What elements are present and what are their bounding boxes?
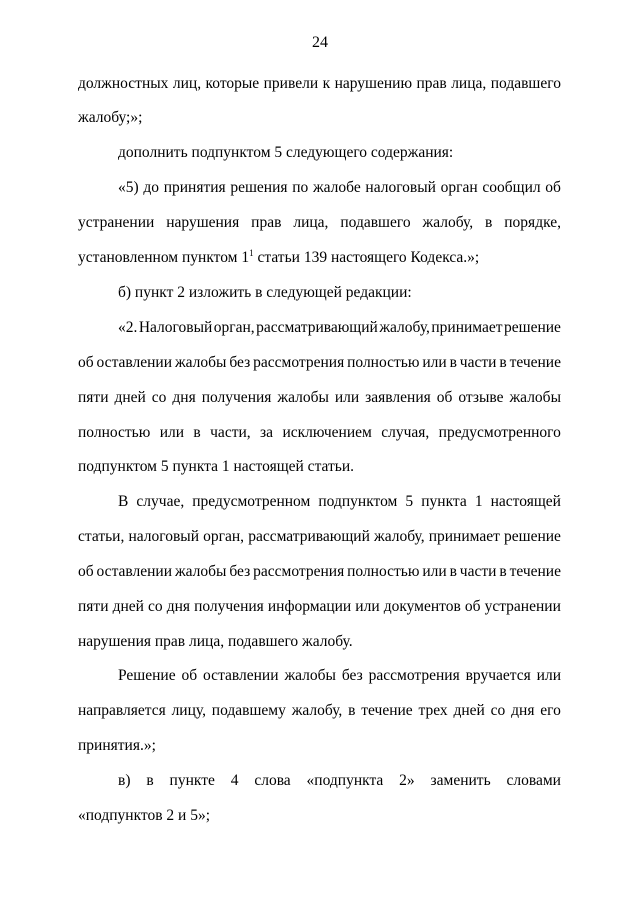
word: подавшему xyxy=(211,702,286,719)
word: дня xyxy=(511,702,535,719)
word: 4 xyxy=(230,772,239,789)
text-line xyxy=(78,353,561,373)
word: в xyxy=(449,354,457,371)
word: принимает xyxy=(428,528,500,545)
text-line: дополнить подпунктом 5 следующего содержания: xyxy=(118,144,454,161)
word: решения xyxy=(230,179,288,196)
word: 5 xyxy=(405,493,414,510)
word: предусмотренном xyxy=(192,493,311,510)
word: решение xyxy=(504,319,561,336)
text-line: жалобу;»; xyxy=(78,109,143,126)
word: или xyxy=(536,667,561,684)
word: полностью xyxy=(78,424,151,441)
text-line: «подпунктов 2 и 5»; xyxy=(78,807,211,824)
word: дней xyxy=(114,389,146,406)
word: «5) xyxy=(118,179,139,196)
superscript: 1 xyxy=(249,248,254,258)
word: Налоговый xyxy=(138,319,213,336)
page-number: 24 xyxy=(312,34,328,51)
word: со xyxy=(490,702,506,719)
text-line xyxy=(118,492,561,512)
word: без xyxy=(229,354,251,371)
word: течение xyxy=(509,563,561,580)
word: об xyxy=(78,354,94,371)
word: лица, xyxy=(451,75,487,92)
word: рассмотрения xyxy=(368,667,460,684)
word: к xyxy=(322,75,331,92)
word: за xyxy=(260,424,274,441)
word: получения xyxy=(201,389,272,406)
text-line xyxy=(78,562,561,582)
word: без xyxy=(229,563,251,580)
text-line xyxy=(118,178,561,198)
word: направляется xyxy=(78,702,166,719)
word: налоговый xyxy=(365,179,436,196)
word: в xyxy=(348,702,356,719)
word: или xyxy=(422,563,447,580)
word: лицу, xyxy=(171,702,206,719)
word: подавшего xyxy=(340,214,411,231)
word: жалобы xyxy=(509,389,561,406)
word: случае, xyxy=(136,493,185,510)
word: отзыве xyxy=(458,389,504,406)
word: пункте xyxy=(169,772,215,789)
text-line xyxy=(78,388,561,408)
text-line xyxy=(78,527,561,547)
word: до xyxy=(143,179,159,196)
word: случая, xyxy=(381,424,430,441)
word: порядке, xyxy=(504,214,561,231)
word: оставлении xyxy=(96,563,173,580)
text-line xyxy=(78,74,561,94)
word: части, xyxy=(210,424,251,441)
word: пяти xyxy=(78,389,109,406)
word: пункта xyxy=(421,493,467,510)
text-line: принятия.»; xyxy=(78,737,156,754)
word: жалобе xyxy=(312,179,361,196)
word: «2. xyxy=(118,319,138,336)
word: получения xyxy=(194,598,264,615)
word: «подпункта xyxy=(306,772,384,789)
word: об xyxy=(545,179,561,196)
word: В xyxy=(118,493,129,510)
word: или xyxy=(334,389,360,406)
word: или xyxy=(159,424,185,441)
word: которые xyxy=(205,75,260,92)
word: рассматривающий xyxy=(248,528,370,545)
text-line xyxy=(78,248,561,268)
text-line: б) пункт 2 изложить в следующей редакции: xyxy=(118,284,412,301)
word: его xyxy=(540,702,561,719)
word: сообщил xyxy=(482,179,541,196)
word: устранении xyxy=(484,598,561,615)
word: дней xyxy=(112,598,144,615)
word: устранении xyxy=(78,214,155,231)
text-line xyxy=(78,701,561,721)
word: нарушению xyxy=(334,75,413,92)
word: или xyxy=(355,598,380,615)
word: в xyxy=(146,772,154,789)
word: жалобу, xyxy=(379,319,430,336)
word: вручается xyxy=(465,667,531,684)
word: прав xyxy=(416,75,447,92)
text-line xyxy=(118,771,561,791)
word: дня xyxy=(166,598,190,615)
word: со xyxy=(151,389,167,406)
word: об xyxy=(464,598,481,615)
word: оставлении xyxy=(203,667,279,684)
text-line: нарушения прав лица, подавшего жалобу. xyxy=(78,633,353,650)
word: части xyxy=(459,563,497,580)
word: об xyxy=(181,667,198,684)
word: пяти xyxy=(78,598,109,615)
word: трех xyxy=(418,702,448,719)
word: настоящей xyxy=(490,493,561,510)
word: нарушения xyxy=(166,214,240,231)
word: или xyxy=(422,354,447,371)
line-text-before: установленном пунктом 1 xyxy=(78,249,250,266)
word: рассматривающий xyxy=(256,319,378,336)
word: орган, xyxy=(203,528,245,545)
word: жалобы xyxy=(174,563,227,580)
word: течение xyxy=(509,354,561,371)
word: орган xyxy=(440,179,478,196)
word: в) xyxy=(118,772,131,789)
word: статьи, xyxy=(78,528,125,545)
word: жалобы xyxy=(284,667,336,684)
word: предусмотренного xyxy=(438,424,561,441)
word: должностных xyxy=(78,75,169,92)
word: жалобы xyxy=(174,354,227,371)
word: в xyxy=(449,563,457,580)
word: со xyxy=(147,598,163,615)
word: 1 xyxy=(474,493,483,510)
word: исключением xyxy=(282,424,372,441)
word: в xyxy=(193,424,201,441)
word: Решение xyxy=(118,667,176,684)
word: информации xyxy=(267,598,352,615)
word: орган, xyxy=(213,319,255,336)
word: лица, xyxy=(293,214,329,231)
word: в xyxy=(499,354,507,371)
word: оставлении xyxy=(96,354,173,371)
word: документов xyxy=(383,598,461,615)
word: жалобу, xyxy=(374,528,425,545)
word: об xyxy=(436,389,453,406)
word: 2» xyxy=(399,772,415,789)
word: рассмотрения xyxy=(253,354,345,371)
text-line xyxy=(78,423,561,443)
text-line xyxy=(78,597,561,617)
word: по xyxy=(292,179,309,196)
word: об xyxy=(78,563,94,580)
word: заменить xyxy=(430,772,491,789)
text-line: подпунктом 5 пункта 1 настоящей статьи. xyxy=(78,458,355,475)
word: дней xyxy=(453,702,485,719)
word: лиц, xyxy=(172,75,202,92)
word: слова xyxy=(254,772,291,789)
word: рассмотрения xyxy=(253,563,345,580)
word: прав xyxy=(251,214,282,231)
word: течение xyxy=(361,702,413,719)
word: жалобы xyxy=(277,389,329,406)
word: полностью xyxy=(347,354,420,371)
word: жалобу, xyxy=(422,214,474,231)
text-line xyxy=(118,666,561,686)
word: подавшего xyxy=(490,75,561,92)
word: дня xyxy=(172,389,196,406)
word: жалобу, xyxy=(291,702,343,719)
word: заявления xyxy=(365,389,431,406)
line-text-after: статьи 139 настоящего Кодекса.»; xyxy=(253,249,480,266)
word: в xyxy=(485,214,493,231)
word: налоговый xyxy=(128,528,200,545)
word: принимает xyxy=(431,319,503,336)
text-line xyxy=(118,318,561,338)
word: части xyxy=(459,354,497,371)
word: словами xyxy=(506,772,561,789)
word: привели xyxy=(263,75,319,92)
word: решение xyxy=(504,528,561,545)
text-line xyxy=(78,213,561,233)
word: без xyxy=(341,667,363,684)
word: подпунктом xyxy=(318,493,398,510)
word: в xyxy=(499,563,507,580)
word: полностью xyxy=(347,563,420,580)
word: принятия xyxy=(163,179,226,196)
